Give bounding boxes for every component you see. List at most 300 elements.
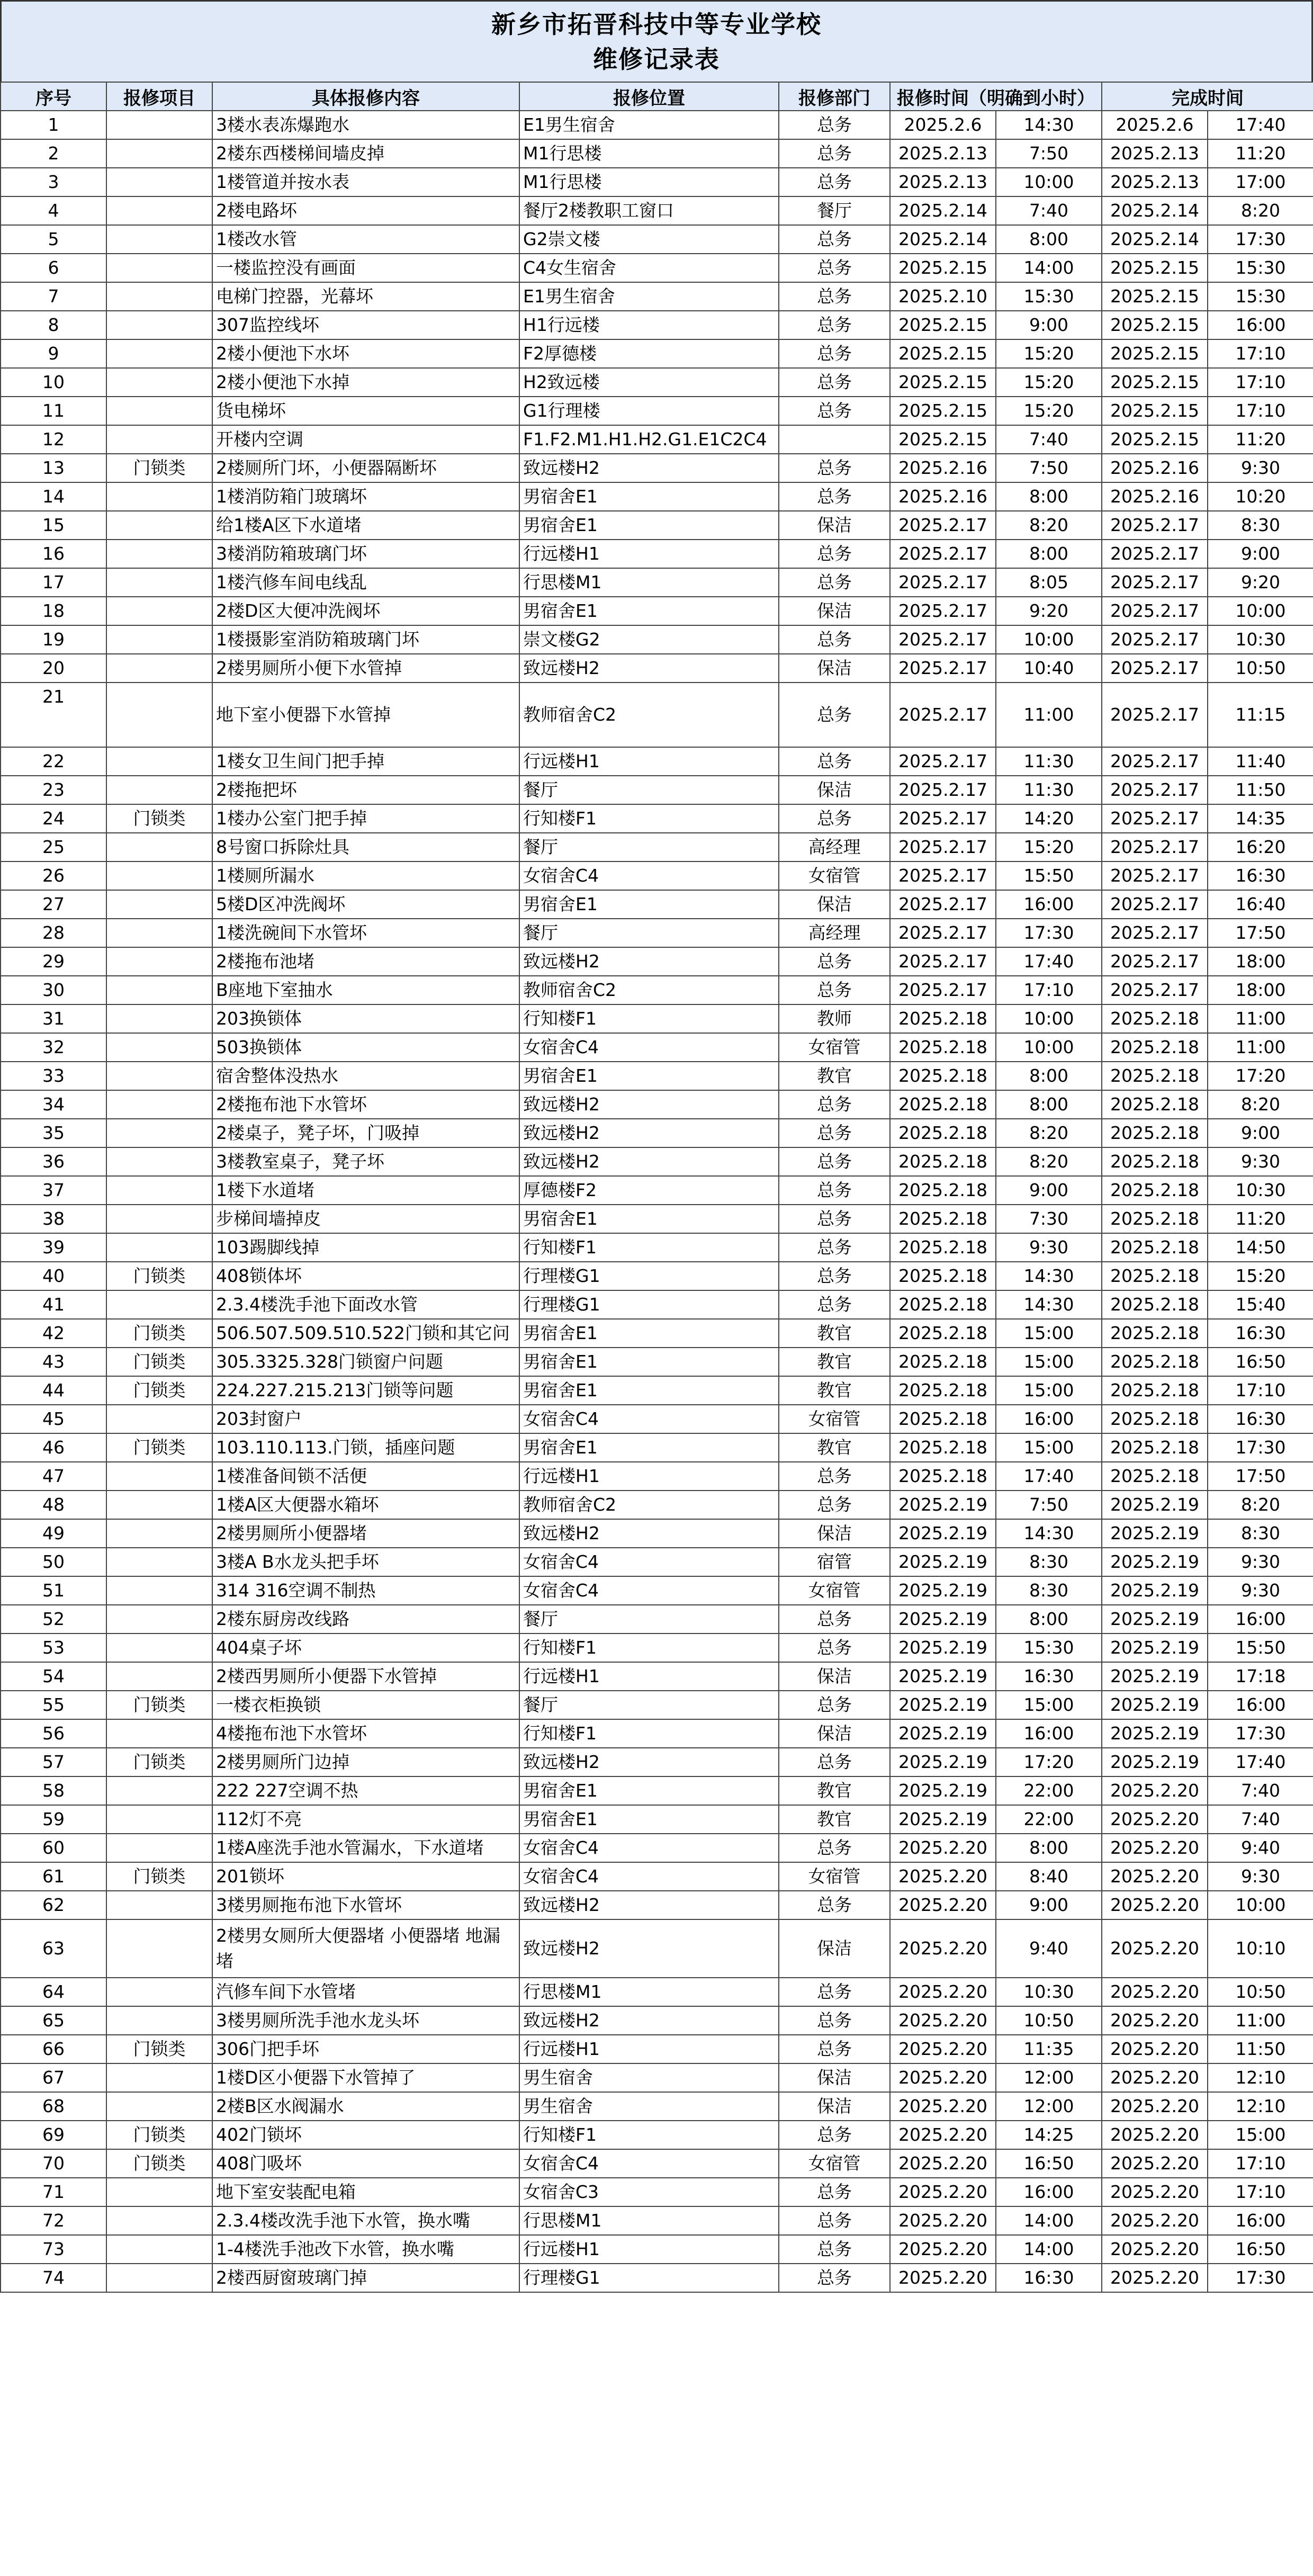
table-row: [1, 1233, 1313, 1262]
cell-report-date: 2025.2.20: [890, 2206, 996, 2235]
cell-report-date: 2025.2.17: [890, 683, 996, 747]
cell-location: 男宿舍E1: [519, 1205, 779, 1233]
cell-report-date: 2025.2.20: [890, 1978, 996, 2006]
cell-location: 女宿舍C4: [519, 1834, 779, 1862]
cell-location: 行远楼H1: [519, 747, 779, 776]
cell-report-date: 2025.2.18: [890, 1176, 996, 1205]
cell-item: [106, 1519, 212, 1548]
cell-item: [106, 2206, 212, 2235]
cell-item: [106, 1919, 212, 1978]
cell-no: 56: [1, 1719, 106, 1748]
cell-content: 1-4楼洗手池改下水管，换水嘴: [212, 2235, 519, 2264]
cell-done-date: 2025.2.18: [1102, 1405, 1208, 1433]
table-row: [1, 311, 1313, 339]
cell-location: 致远楼H2: [519, 1147, 779, 1176]
cell-done-time: 17:30: [1208, 225, 1313, 254]
table-row: [1, 804, 1313, 833]
cell-report-date: 2025.2.15: [890, 425, 996, 454]
cell-content: 404桌子坏: [212, 1633, 519, 1662]
cell-location: F2厚德楼: [519, 339, 779, 368]
cell-item: 门锁类: [106, 1376, 212, 1405]
table-row: [1, 139, 1313, 168]
cell-report-date: 2025.2.19: [890, 1633, 996, 1662]
cell-report-time: 7:30: [996, 1205, 1102, 1233]
cell-item: [106, 282, 212, 311]
table-row: [1, 1262, 1313, 1290]
cell-item: [106, 1662, 212, 1691]
cell-dept: 女宿管: [779, 1033, 890, 1062]
cell-no: 37: [1, 1176, 106, 1205]
cell-location: 行知楼F1: [519, 804, 779, 833]
cell-dept: 总务: [779, 683, 890, 747]
cell-item: [106, 1805, 212, 1834]
cell-done-date: 2025.2.20: [1102, 1862, 1208, 1891]
cell-done-time: 16:50: [1208, 1348, 1313, 1376]
cell-no: 30: [1, 976, 106, 1004]
cell-content: 2楼小便池下水掉: [212, 368, 519, 397]
table-row: [1, 2063, 1313, 2092]
cell-done-date: 2025.2.15: [1102, 282, 1208, 311]
cell-report-date: 2025.2.20: [890, 2121, 996, 2149]
cell-dept: 教官: [779, 1433, 890, 1462]
cell-item: [106, 1004, 212, 1033]
cell-no: 1: [1, 111, 106, 139]
cell-item: [106, 1233, 212, 1262]
cell-content: 1楼下水道堵: [212, 1176, 519, 1205]
table-row: [1, 1691, 1313, 1719]
cell-location: 男生宿舍: [519, 2092, 779, 2121]
cell-done-date: 2025.2.15: [1102, 397, 1208, 425]
cell-dept: 保洁: [779, 890, 890, 919]
table-row: [1, 1776, 1313, 1805]
cell-done-time: 10:50: [1208, 1978, 1313, 2006]
cell-done-date: 2025.2.18: [1102, 1233, 1208, 1262]
cell-content: 2楼电路坏: [212, 196, 519, 225]
cell-location: 厚德楼F2: [519, 1176, 779, 1205]
cell-report-time: 14:25: [996, 2121, 1102, 2149]
cell-no: 73: [1, 2235, 106, 2264]
table-row: [1, 1805, 1313, 1834]
table-row: [1, 1033, 1313, 1062]
cell-done-date: 2025.2.20: [1102, 2092, 1208, 2121]
cell-item: 门锁类: [106, 1262, 212, 1290]
cell-dept: 总务: [779, 2264, 890, 2292]
cell-dept: 总务: [779, 168, 890, 196]
cell-dept: 总务: [779, 1834, 890, 1862]
cell-no: 14: [1, 482, 106, 511]
cell-report-date: 2025.2.17: [890, 747, 996, 776]
cell-no: 29: [1, 947, 106, 976]
cell-done-date: 2025.2.18: [1102, 1433, 1208, 1462]
cell-location: M1行思楼: [519, 139, 779, 168]
cell-item: [106, 919, 212, 947]
cell-done-date: 2025.2.19: [1102, 1748, 1208, 1776]
cell-no: 70: [1, 2149, 106, 2178]
repair-table: [0, 82, 1313, 2293]
cell-report-date: 2025.2.19: [890, 1748, 996, 1776]
cell-dept: 高经理: [779, 919, 890, 947]
cell-report-time: 15:30: [996, 1633, 1102, 1662]
cell-report-time: 10:00: [996, 625, 1102, 654]
cell-done-date: 2025.2.17: [1102, 804, 1208, 833]
cell-content: 2楼B区水阀漏水: [212, 2092, 519, 2121]
cell-no: 59: [1, 1805, 106, 1834]
table-row: [1, 454, 1313, 482]
cell-report-date: 2025.2.15: [890, 339, 996, 368]
table-row: [1, 1119, 1313, 1147]
cell-report-time: 12:00: [996, 2092, 1102, 2121]
cell-location: 行理楼G1: [519, 2264, 779, 2292]
cell-report-time: 17:10: [996, 976, 1102, 1004]
cell-report-time: 17:30: [996, 919, 1102, 947]
cell-done-date: 2025.2.20: [1102, 2063, 1208, 2092]
cell-report-time: 9:30: [996, 1233, 1102, 1262]
cell-report-time: 8:40: [996, 1862, 1102, 1891]
cell-content: 3楼男厕所洗手池水龙头坏: [212, 2006, 519, 2035]
cell-no: 68: [1, 2092, 106, 2121]
cell-report-date: 2025.2.19: [890, 1776, 996, 1805]
cell-done-time: 14:50: [1208, 1233, 1313, 1262]
cell-item: [106, 540, 212, 568]
cell-item: [106, 1576, 212, 1605]
cell-location: 致远楼H2: [519, 654, 779, 683]
cell-no: 53: [1, 1633, 106, 1662]
cell-done-time: 8:30: [1208, 1519, 1313, 1548]
cell-content: 2楼西厨窗玻璃门掉: [212, 2264, 519, 2292]
header-row: [1, 82, 1313, 111]
cell-no: 31: [1, 1004, 106, 1033]
cell-no: 47: [1, 1462, 106, 1491]
cell-item: [106, 1633, 212, 1662]
cell-report-date: 2025.2.17: [890, 976, 996, 1004]
cell-no: 22: [1, 747, 106, 776]
cell-content: 地下室安装配电箱: [212, 2178, 519, 2206]
table-row: [1, 1433, 1313, 1462]
cell-report-time: 15:20: [996, 397, 1102, 425]
cell-dept: 总务: [779, 1290, 890, 1319]
cell-report-date: 2025.2.6: [890, 111, 996, 139]
cell-content: 3楼A B水龙头把手坏: [212, 1548, 519, 1576]
cell-report-date: 2025.2.19: [890, 1662, 996, 1691]
cell-location: 行知楼F1: [519, 1633, 779, 1662]
cell-report-time: 14:30: [996, 1290, 1102, 1319]
cell-content: 1楼汽修车间电线乱: [212, 568, 519, 597]
table-row: [1, 511, 1313, 540]
cell-done-date: 2025.2.17: [1102, 890, 1208, 919]
cell-report-date: 2025.2.17: [890, 833, 996, 861]
table-row: [1, 683, 1313, 747]
sheet-title: 维修记录表: [593, 44, 720, 74]
cell-report-date: 2025.2.18: [890, 1376, 996, 1405]
table-row: [1, 425, 1313, 454]
cell-content: 2楼厕所门坏，小便器隔断坏: [212, 454, 519, 482]
cell-content: 201锁坏: [212, 1862, 519, 1891]
cell-done-time: 9:30: [1208, 1147, 1313, 1176]
cell-report-date: 2025.2.17: [890, 568, 996, 597]
header-done-time: 完成时间: [1102, 82, 1313, 111]
cell-item: [106, 368, 212, 397]
cell-report-time: 8:05: [996, 568, 1102, 597]
cell-location: C4女生宿舍: [519, 254, 779, 282]
cell-content: 宿舍整体没热水: [212, 1062, 519, 1090]
cell-report-date: 2025.2.18: [890, 1348, 996, 1376]
cell-content: 1楼厕所漏水: [212, 861, 519, 890]
cell-report-date: 2025.2.15: [890, 254, 996, 282]
cell-location: 男宿舍E1: [519, 597, 779, 625]
cell-done-date: 2025.2.20: [1102, 2264, 1208, 2292]
cell-content: 地下室小便器下水管掉: [212, 683, 519, 747]
cell-report-date: 2025.2.13: [890, 139, 996, 168]
cell-report-date: 2025.2.20: [890, 2149, 996, 2178]
cell-report-date: 2025.2.18: [890, 1147, 996, 1176]
cell-no: 71: [1, 2178, 106, 2206]
cell-done-time: 10:50: [1208, 654, 1313, 683]
cell-done-date: 2025.2.17: [1102, 747, 1208, 776]
table-row: [1, 1090, 1313, 1119]
table-row: [1, 2035, 1313, 2063]
table-row: [1, 1862, 1313, 1891]
cell-item: [106, 511, 212, 540]
cell-done-time: 17:00: [1208, 168, 1313, 196]
cell-content: 1楼女卫生间门把手掉: [212, 747, 519, 776]
cell-report-date: 2025.2.16: [890, 482, 996, 511]
cell-done-time: 17:10: [1208, 397, 1313, 425]
cell-content: 222 227空调不热: [212, 1776, 519, 1805]
cell-report-date: 2025.2.20: [890, 2178, 996, 2206]
cell-dept: 高经理: [779, 833, 890, 861]
cell-report-time: 12:00: [996, 2063, 1102, 2092]
cell-no: 46: [1, 1433, 106, 1462]
cell-report-time: 14:00: [996, 2206, 1102, 2235]
cell-dept: 总务: [779, 947, 890, 976]
cell-no: 55: [1, 1691, 106, 1719]
cell-done-time: 10:00: [1208, 597, 1313, 625]
cell-report-date: 2025.2.20: [890, 2092, 996, 2121]
cell-report-time: 7:50: [996, 1491, 1102, 1519]
cell-item: [106, 225, 212, 254]
cell-no: 42: [1, 1319, 106, 1348]
cell-location: 崇文楼G2: [519, 625, 779, 654]
cell-report-time: 8:00: [996, 1834, 1102, 1862]
table-row: [1, 654, 1313, 683]
cell-item: [106, 1176, 212, 1205]
cell-done-time: 17:18: [1208, 1662, 1313, 1691]
cell-done-date: 2025.2.17: [1102, 833, 1208, 861]
cell-report-date: 2025.2.18: [890, 1319, 996, 1348]
cell-done-time: 17:20: [1208, 1062, 1313, 1090]
table-row: [1, 1748, 1313, 1776]
cell-dept: 总务: [779, 139, 890, 168]
cell-dept: 女宿管: [779, 861, 890, 890]
cell-done-date: 2025.2.20: [1102, 1805, 1208, 1834]
cell-no: 5: [1, 225, 106, 254]
cell-item: 门锁类: [106, 804, 212, 833]
cell-location: M1行思楼: [519, 168, 779, 196]
cell-report-date: 2025.2.20: [890, 2235, 996, 2264]
cell-report-time: 7:50: [996, 454, 1102, 482]
cell-dept: 保洁: [779, 597, 890, 625]
table-row: [1, 1491, 1313, 1519]
cell-done-date: 2025.2.15: [1102, 311, 1208, 339]
cell-location: H2致远楼: [519, 368, 779, 397]
cell-report-time: 10:00: [996, 168, 1102, 196]
cell-location: 男宿舍E1: [519, 482, 779, 511]
cell-location: 男宿舍E1: [519, 1776, 779, 1805]
cell-item: [106, 139, 212, 168]
cell-item: [106, 1834, 212, 1862]
cell-item: [106, 1405, 212, 1433]
cell-done-date: 2025.2.19: [1102, 1519, 1208, 1548]
cell-report-time: 9:40: [996, 1919, 1102, 1978]
cell-report-time: 11:35: [996, 2035, 1102, 2063]
cell-report-time: 14:00: [996, 2235, 1102, 2264]
cell-done-time: 11:40: [1208, 747, 1313, 776]
cell-done-date: 2025.2.19: [1102, 1548, 1208, 1576]
cell-done-date: 2025.2.20: [1102, 2235, 1208, 2264]
cell-no: 45: [1, 1405, 106, 1433]
cell-done-time: 14:35: [1208, 804, 1313, 833]
cell-report-time: 10:30: [996, 1978, 1102, 2006]
cell-report-time: 22:00: [996, 1776, 1102, 1805]
cell-done-date: 2025.2.18: [1102, 1319, 1208, 1348]
cell-done-date: 2025.2.18: [1102, 1033, 1208, 1062]
table-row: [1, 1004, 1313, 1033]
cell-content: 2楼男厕所小便器堵: [212, 1519, 519, 1548]
cell-content: 2楼D区大便冲洗阀坏: [212, 597, 519, 625]
cell-content: 1楼摄影室消防箱玻璃门坏: [212, 625, 519, 654]
cell-done-time: 11:00: [1208, 1033, 1313, 1062]
cell-report-time: 16:50: [996, 2149, 1102, 2178]
cell-done-time: 10:30: [1208, 625, 1313, 654]
cell-location: 行理楼G1: [519, 1262, 779, 1290]
cell-no: 57: [1, 1748, 106, 1776]
cell-location: 行理楼G1: [519, 1290, 779, 1319]
cell-report-time: 15:00: [996, 1691, 1102, 1719]
table-body: [1, 111, 1313, 2292]
cell-content: 一楼监控没有画面: [212, 254, 519, 282]
cell-content: 2楼东西楼梯间墙皮掉: [212, 139, 519, 168]
cell-item: [106, 1147, 212, 1176]
cell-report-time: 15:20: [996, 833, 1102, 861]
cell-item: [106, 1605, 212, 1633]
cell-done-time: 15:30: [1208, 254, 1313, 282]
cell-dept: 总务: [779, 482, 890, 511]
table-row: [1, 1633, 1313, 1662]
cell-location: 行思楼M1: [519, 1978, 779, 2006]
cell-content: 307监控线坏: [212, 311, 519, 339]
table-row: [1, 540, 1313, 568]
cell-done-date: 2025.2.15: [1102, 339, 1208, 368]
cell-location: 致远楼H2: [519, 1119, 779, 1147]
cell-report-date: 2025.2.14: [890, 196, 996, 225]
cell-content: 3楼教室桌子，凳子坏: [212, 1147, 519, 1176]
cell-done-time: 9:30: [1208, 1548, 1313, 1576]
cell-report-date: 2025.2.17: [890, 919, 996, 947]
cell-dept: 总务: [779, 111, 890, 139]
cell-dept: 总务: [779, 2035, 890, 2063]
cell-report-date: 2025.2.10: [890, 282, 996, 311]
cell-done-date: 2025.2.17: [1102, 540, 1208, 568]
cell-dept: [779, 425, 890, 454]
cell-report-time: 14:00: [996, 254, 1102, 282]
cell-done-date: 2025.2.18: [1102, 1262, 1208, 1290]
cell-done-time: 7:40: [1208, 1776, 1313, 1805]
cell-report-date: 2025.2.18: [890, 1262, 996, 1290]
cell-location: F1.F2.M1.H1.H2.G1.E1C2C4: [519, 425, 779, 454]
cell-item: [106, 1719, 212, 1748]
table-row: [1, 947, 1313, 976]
cell-no: 12: [1, 425, 106, 454]
cell-no: 10: [1, 368, 106, 397]
cell-done-date: 2025.2.18: [1102, 1004, 1208, 1033]
cell-done-date: 2025.2.20: [1102, 2149, 1208, 2178]
cell-content: 4楼拖布池下水管坏: [212, 1719, 519, 1748]
cell-done-time: 9:30: [1208, 454, 1313, 482]
cell-location: 男生宿舍: [519, 2063, 779, 2092]
cell-dept: 女宿管: [779, 2149, 890, 2178]
cell-location: 行远楼H1: [519, 1662, 779, 1691]
cell-report-date: 2025.2.17: [890, 947, 996, 976]
cell-report-date: 2025.2.17: [890, 625, 996, 654]
cell-done-time: 7:40: [1208, 1805, 1313, 1834]
cell-no: 74: [1, 2264, 106, 2292]
cell-done-time: 17:40: [1208, 111, 1313, 139]
cell-content: 1楼A区大便器水箱坏: [212, 1491, 519, 1519]
cell-location: 行知楼F1: [519, 1233, 779, 1262]
cell-done-date: 2025.2.18: [1102, 1376, 1208, 1405]
cell-content: 1楼办公室门把手掉: [212, 804, 519, 833]
cell-dept: 保洁: [779, 511, 890, 540]
cell-report-time: 16:00: [996, 1719, 1102, 1748]
cell-report-date: 2025.2.18: [890, 1233, 996, 1262]
cell-dept: 总务: [779, 540, 890, 568]
cell-item: [106, 2264, 212, 2292]
cell-report-time: 22:00: [996, 1805, 1102, 1834]
cell-no: 33: [1, 1062, 106, 1090]
cell-done-date: 2025.2.20: [1102, 2178, 1208, 2206]
cell-location: G1行理楼: [519, 397, 779, 425]
header-no: 序号: [1, 82, 106, 111]
cell-item: [106, 168, 212, 196]
cell-done-time: 15:00: [1208, 2121, 1313, 2149]
cell-report-time: 15:00: [996, 1376, 1102, 1405]
cell-done-time: 15:50: [1208, 1633, 1313, 1662]
cell-report-time: 11:30: [996, 776, 1102, 804]
cell-no: 61: [1, 1862, 106, 1891]
cell-no: 6: [1, 254, 106, 282]
cell-done-date: 2025.2.17: [1102, 919, 1208, 947]
cell-report-time: 17:40: [996, 947, 1102, 976]
cell-dept: 总务: [779, 2006, 890, 2035]
cell-report-date: 2025.2.20: [890, 2035, 996, 2063]
table-row: [1, 1978, 1313, 2006]
cell-dept: 教官: [779, 1376, 890, 1405]
table-row: [1, 2206, 1313, 2235]
cell-done-date: 2025.2.19: [1102, 1719, 1208, 1748]
table-row: [1, 2092, 1313, 2121]
cell-dept: 宿管: [779, 1548, 890, 1576]
table-row: [1, 339, 1313, 368]
cell-item: [106, 1491, 212, 1519]
cell-dept: 女宿管: [779, 1405, 890, 1433]
table-row: [1, 2006, 1313, 2035]
cell-done-date: 2025.2.18: [1102, 1147, 1208, 1176]
cell-item: [106, 747, 212, 776]
cell-content: 1楼准备间锁不活便: [212, 1462, 519, 1491]
table-row: [1, 1062, 1313, 1090]
cell-location: 行远楼H1: [519, 2035, 779, 2063]
cell-location: G2崇文楼: [519, 225, 779, 254]
